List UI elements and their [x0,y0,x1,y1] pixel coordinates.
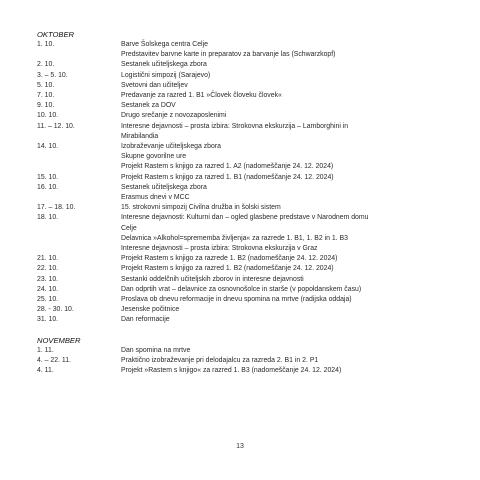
schedule-entry [37,356,447,366]
entry-line: Interesne dejavnosti – prosta izbira: Strokovna ekskurzija – Lamborghini in [121,122,349,130]
entry-date: 25. 10. [37,296,59,304]
entry-description [121,213,447,254]
entry-line: Projekt Rastem s knjigo za razred 1. A2 (nadomeščanje 24. 12. 2024) [121,163,334,171]
schedule-entry [37,213,447,254]
schedule-entry [37,203,447,213]
entry-line: Izobraževanje učiteljskega zbora [121,143,221,151]
entry-line: Dan spomina na mrtve [121,346,191,354]
month-list [37,30,447,376]
entry-date: 4. – 22. 11. [37,356,71,364]
schedule-entry [37,91,447,101]
schedule-entry [37,71,447,81]
schedule-entry [37,81,447,91]
schedule-entry [37,295,447,305]
entry-date: 31. 10. [37,316,59,324]
entry-line: Projekt »Rastem s knjigo« za razred 1. B3 (nadomeščanje 24. 12. 2024) [121,367,342,375]
entry-description [121,173,447,183]
entry-description [121,254,447,264]
entry-date: 2. 10. [37,61,55,69]
entry-line: Interesne dejavnosti – prosta izbira: Strokovna ekskurzija v Graz [121,245,318,253]
entry-date: 4. 11. [37,367,54,375]
entry-date: 17. – 18. 10. [37,204,76,212]
entry-line: Sestanek učiteljskega zbora [121,183,207,191]
entry-date: 23. 10. [37,275,59,283]
entry-date: 1. 11. [37,346,54,354]
schedule-entry [37,101,447,111]
entry-line: Barve Šolskega centra Celje [121,41,208,48]
entry-description [121,305,447,315]
entry-date: 7. 10. [37,92,55,100]
schedule-entry [37,254,447,264]
entry-line: Dan reformacije [121,316,170,324]
page-number: 13 [236,443,244,450]
month-heading: NOVEMBER [37,335,81,345]
entry-line: Jesenske počitnice [121,306,180,314]
schedule-entry [37,142,447,173]
entry-date: 11. – 12. 10. [37,122,75,130]
entry-description [121,346,447,356]
entry-line: Drugo srečanje z novozaposlenimi [121,112,227,120]
entry-line: Proslava ob dnevu reformacije in dnevu spomina na mrtve (radijska oddaja) [121,296,352,304]
entry-description [121,40,447,60]
entry-description [121,315,447,325]
schedule-entry [37,173,447,183]
entry-line: Logistični simpozij (Sarajevo) [121,71,211,79]
entry-description [121,366,447,376]
entry-description [121,101,447,111]
entry-description [121,81,447,91]
schedule-entry [37,346,447,356]
entry-description [121,275,447,285]
schedule-entry [37,60,447,70]
month-heading: OKTOBER [37,30,74,39]
entry-description [121,91,447,101]
schedule-entry [37,315,447,325]
schedule-entry [37,122,447,142]
entry-line: Delavnica »Alkohol=sprememba življenja« za razrede 1. B1, 1. B2 in 1. B3 [121,234,348,242]
schedule-entry [37,285,447,295]
entry-description [121,356,447,366]
schedule-entry [37,275,447,285]
entry-description [121,285,447,295]
schedule-entry [37,111,447,121]
entry-line: 15. strokovni simpozij Civilna družba in šolski sistem [121,204,281,212]
entry-date: 16. 10. [37,183,59,191]
schedule-entry [37,366,447,376]
entry-description [121,122,447,142]
entry-line: Dan odprtih vrat – delavnice za osnovnošolce in starše (v popoldanskem času) [121,285,362,293]
entry-description [121,142,447,173]
entry-description [121,264,447,274]
entry-line: Projekt Rastem s knjigo za razred 1. B2 (nadomeščanje 24. 12. 2024) [121,265,334,273]
entry-line: Sestanki oddelčnih učiteljskih zborov in interesne dejavnosti [121,275,304,283]
entry-line: Erasmus dnevi v MCC [121,194,190,202]
entry-line: Skupne govorilne ure [121,153,187,161]
entry-description [121,183,447,203]
entry-line: Predavanje za razred 1. B1 »Človek človeku človek« [121,92,282,100]
entry-date: 3. – 5. 10. [37,71,68,79]
schedule-entry [37,305,447,315]
entry-date: 15. 10. [37,173,59,181]
entry-line: Projekt Rastem s knjigo za razrede 1. B2 (nadomeščanje 24. 12. 2024) [121,255,338,263]
entry-description [121,71,447,81]
entry-description [121,111,447,121]
entry-date: 22. 10. [37,265,59,273]
entry-line: Sestanek učiteljskega zbora [121,61,207,69]
entry-description [121,203,447,213]
schedule-entry [37,183,447,203]
entry-date: 1. 10. [37,41,55,48]
schedule-entry [37,264,447,274]
entry-description [121,60,447,70]
schedule-document [37,30,447,376]
month-section-november [37,336,447,377]
entry-date: 5. 10. [37,81,55,89]
entry-line: Projekt Rastem s knjigo za razred 1. B1 (nadomeščanje 24. 12. 2024) [121,173,334,181]
month-section-oktober [37,30,447,326]
entry-line: Praktično izobraževanje pri delodajalcu za razreda 2. B1 in 2. P1 [121,356,319,364]
entry-date: 9. 10. [37,102,55,110]
entry-line: Interesne dejavnosti: Kulturni dan – ogled glasbene predstave v Narodnem domu [121,214,369,222]
entry-line: Svetovni dan učiteljev [121,81,188,89]
entry-date: 14. 10. [37,143,59,151]
entry-line: Mirabilandia [121,132,159,140]
entry-description [121,295,447,305]
entry-date: 24. 10. [37,285,59,293]
schedule-entry [37,40,447,60]
entry-date: 28. - 30. 10. [37,306,74,314]
entry-date: 18. 10. [37,214,59,222]
entry-line: Celje [121,224,137,232]
entry-line: Sestanek za DOV [121,102,176,110]
entry-date: 21. 10. [37,255,59,263]
entry-line: Predstavitev barvne karte in preparatov za barvanje las (Schwarzkopf) [121,51,336,59]
entry-date: 10. 10. [37,112,59,120]
